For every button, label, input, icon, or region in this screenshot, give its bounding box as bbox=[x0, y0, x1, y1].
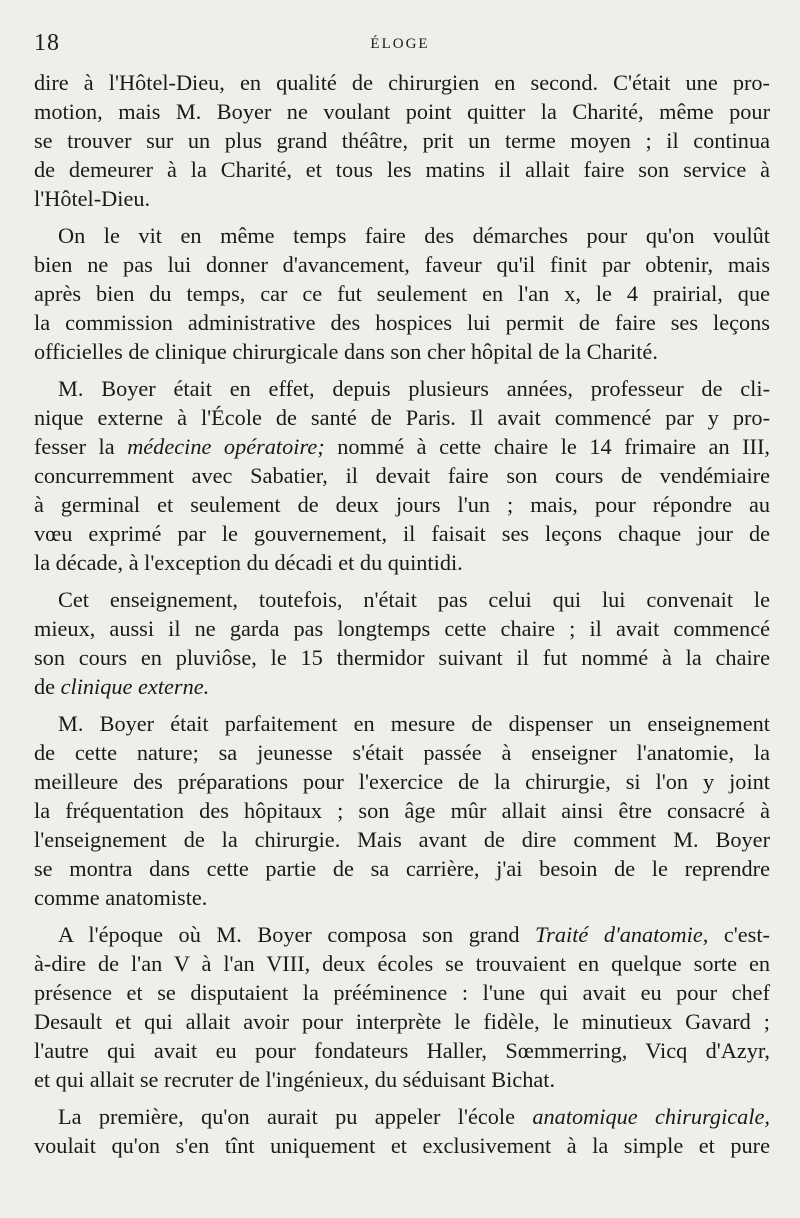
paragraph bbox=[34, 68, 770, 213]
text-line: de clinique externe. bbox=[34, 674, 210, 699]
text-line: M. Boyer était parfaitement en mesure de dispenser un enseignement bbox=[58, 711, 770, 736]
text-line: bien ne pas lui donner d'avancement, faveur qu'il finit par obtenir, mais bbox=[34, 252, 770, 277]
text-line: concurremment avec Sabatier, il devait faire son cours de vendémiaire bbox=[34, 463, 770, 488]
paragraph bbox=[34, 221, 770, 366]
text-line: Cet enseignement, toutefois, n'était pas celui qui lui convenait le bbox=[58, 587, 770, 612]
text-line: la fréquentation des hôpitaux ; son âge mûr allait ainsi être consacré à bbox=[34, 798, 770, 823]
paragraph bbox=[34, 709, 770, 912]
text-line: l'autre qui avait eu pour fondateurs Haller, Sœmmerring, Vicq d'Azyr, bbox=[34, 1038, 770, 1063]
text-line: voulait qu'on s'en tînt uniquement et exclusivement à la simple et pure bbox=[34, 1133, 770, 1158]
text-line: mieux, aussi il ne garda pas longtemps cette chaire ; il avait commencé bbox=[34, 616, 770, 641]
text-line: fesser la médecine opératoire; nommé à cette chaire le 14 frimaire an III, bbox=[34, 434, 770, 459]
text-line: se montra dans cette partie de sa carrière, j'ai besoin de le reprendre bbox=[34, 856, 770, 881]
text-line: La première, qu'on aurait pu appeler l'école anatomique chirurgicale, bbox=[58, 1104, 770, 1129]
text-line: et qui allait se recruter de l'ingénieux, du séduisant Bichat. bbox=[34, 1067, 556, 1092]
italic-text: anatomique chirurgicale, bbox=[532, 1104, 770, 1129]
text-line: l'Hôtel-Dieu. bbox=[34, 186, 151, 211]
text-line: On le vit en même temps faire des démarches pour qu'on voulût bbox=[58, 223, 770, 248]
text-line: meilleure des préparations pour l'exercice de la chirurgie, si l'on y joint bbox=[34, 769, 770, 794]
page-number: 18 bbox=[34, 30, 60, 56]
text-line: officielles de clinique chirurgicale dans son cher hôpital de la Charité. bbox=[34, 339, 658, 364]
text-line: M. Boyer était en effet, depuis plusieurs années, professeur de cli- bbox=[58, 376, 770, 401]
text-line: présence et se disputaient la prééminence : l'une qui avait eu pour chef bbox=[34, 980, 770, 1005]
text-line: vœu exprimé par le gouvernement, il faisait ses leçons chaque jour de bbox=[34, 521, 770, 546]
paragraph bbox=[34, 920, 770, 1094]
text-line: dire à l'Hôtel-Dieu, en qualité de chirurgien en second. C'était une pro- bbox=[34, 70, 770, 95]
text-line: de demeurer à la Charité, et tous les matins il allait faire son service à bbox=[34, 157, 770, 182]
text-line: motion, mais M. Boyer ne voulant point quitter la Charité, même pour bbox=[34, 99, 770, 124]
running-title: ÉLOGE bbox=[370, 36, 430, 52]
text-line: son cours en pluviôse, le 15 thermidor suivant il fut nommé à la chaire bbox=[34, 645, 770, 670]
text-line: l'enseignement de la chirurgie. Mais avant de dire comment M. Boyer bbox=[34, 827, 770, 852]
text-line: de cette nature; sa jeunesse s'était passée à enseigner l'anatomie, la bbox=[34, 740, 770, 765]
italic-text: médecine opératoire; bbox=[127, 434, 325, 459]
text-line: après bien du temps, car ce fut seulement en l'an x, le 4 prairial, que bbox=[34, 281, 770, 306]
paragraph bbox=[34, 585, 770, 701]
text-line: Desault et qui allait avoir pour interprète le fidèle, le minutieux Gavard ; bbox=[34, 1009, 770, 1034]
text-line: comme anatomiste. bbox=[34, 885, 208, 910]
running-head bbox=[34, 30, 766, 56]
text-line: à germinal et seulement de deux jours l'un ; mais, pour répondre au bbox=[34, 492, 770, 517]
text-line: se trouver sur un plus grand théâtre, prit un terme moyen ; il continua bbox=[34, 128, 770, 153]
italic-text: clinique externe. bbox=[60, 674, 210, 699]
text-line: A l'époque où M. Boyer composa son grand Traité d'anatomie, c'est- bbox=[58, 922, 770, 947]
body-text bbox=[34, 68, 770, 1160]
italic-text: Traité d'anatomie, bbox=[535, 922, 709, 947]
text-line: à-dire de l'an V à l'an VIII, deux écoles se trouvaient en quelque sorte en bbox=[34, 951, 770, 976]
paragraph bbox=[34, 374, 770, 577]
paragraph bbox=[34, 1102, 770, 1160]
text-line: nique externe à l'École de santé de Paris. Il avait commencé par y pro- bbox=[34, 405, 770, 430]
text-line: la décade, à l'exception du décadi et du quintidi. bbox=[34, 550, 463, 575]
text-line: la commission administrative des hospices lui permit de faire ses leçons bbox=[34, 310, 770, 335]
